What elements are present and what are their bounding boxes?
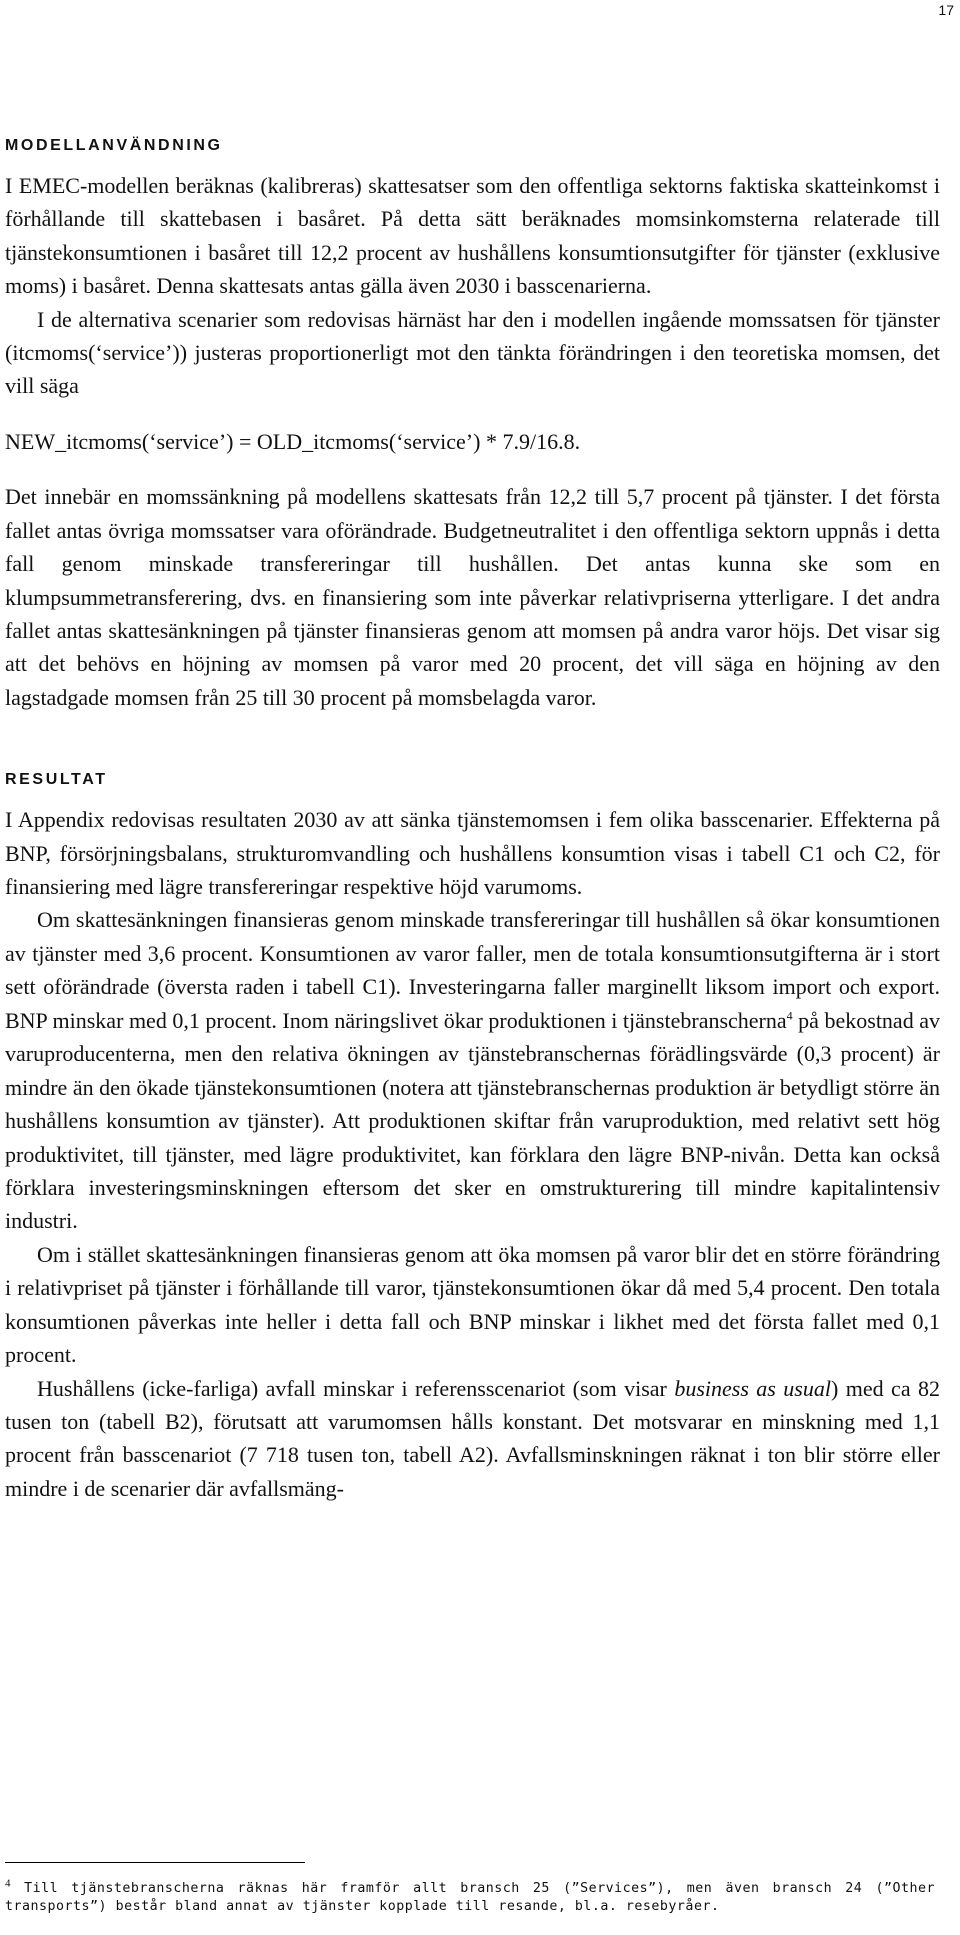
section-resultat — [5, 770, 940, 1505]
section-heading: MODELLANVÄNDNING — [5, 137, 223, 154]
paragraph-text: Om skattesänkningen finansieras genom minskade transfereringar till hushållen så ökar konsumtionen av tjänster med 3,6 procent. Konsumtionen av varor faller, men de totala konsumtionsutgifterna är i stort sett oförändrade (översta raden i tabell C1). Investeringarna faller marginellt liksom import och export. BNP minskar med 0,1 procent. Inom näringslivet ökar produktionen i tjänstebranscherna — [5, 907, 940, 1033]
paragraph-text: på bekostnad av varuproducenterna, men den relativa ökningen av tjänstebranschernas förädlingsvärde (0,3 procent) är mindre än den ökade tjänstekonsumtionen (notera att tjänstebranschernas produktion är betydligt större än hushållens konsumtion av tjänster). Att produktionen skiftar från varuproduktion, med relativt sett hög produktivitet, till tjänster, med lägre produktivitet, kan förklara den lägre BNP-nivån. Detta kan också förklara investeringsminskningen eftersom det sker en omstrukturering till mindre kapitalintensiv industri. — [5, 1007, 940, 1234]
paragraph: I EMEC-modellen beräknas (kalibreras) skattesatser som den offentliga sektorns faktiska skatteinkomst i förhållande till skattebasen i basåret. På detta sätt beräknades momsinkomsterna relaterade till tjänstekonsumtionen i basåret till 12,2 procent av hushållens konsumtionsutgifter för tjänster (exklusive moms) i basåret. Denna skattesats antas gälla även 2030 i basscenarierna. — [5, 172, 940, 299]
section-modellanvandning — [5, 136, 940, 714]
paragraph-text: Hushållens (icke-farliga) avfall minskar i referensscenariot (som visar — [37, 1375, 675, 1401]
paragraph: Det innebär en momssänkning på modellens skattesats från 12,2 till 5,7 procent på tjänster. I det första fallet antas övriga momssatser vara oförändrade. Budgetneutralitet i den offentliga sektorn uppnås i detta fall genom minskade transfereringar till hushållen. Det antas kunna ske som en klumpsummetransferering, dvs. en finansiering som inte påverkar relativpriserna ytterligare. I det andra fallet antas skattesänkningen på tjänster finansieras genom att momsen på andra varor höjs. Det visar sig att det behövs en höjning av momsen på varor med 20 procent, det vill säga en höjning av den lagstadgade momsen från 25 till 30 procent på momsbelagda varor. — [5, 484, 940, 710]
paragraph: I de alternativa scenarier som redovisas härnäst har den i modellen ingående momssatsen för tjänster (itcmoms(‘service’)) justeras proportionerligt mot den tänkta förändringen i den teoretiska momsen, det vill säga — [5, 306, 940, 399]
emphasis-text: business as usual — [674, 1375, 831, 1401]
paragraph — [5, 903, 940, 1237]
footnote — [5, 1877, 935, 1916]
page-number: 17 — [938, 2, 954, 18]
footnote-text: Till tjänstebranscherna räknas här framför allt bransch 25 (”Services”), men även bransch 24 (”Other transports”) består bland annat av tjänster kopplade till resande, bl.a. resebyråer. — [5, 1881, 935, 1914]
paragraph: I Appendix redovisas resultaten 2030 av att sänka tjänstemomsen i fem olika basscenarier. Effekterna på BNP, försörjningsbalans, strukturomvandling och hushållens konsumtion visas i tabell C1 och C2, för finansiering med lägre transfereringar respektive höjd varumoms. — [5, 807, 940, 900]
paragraph: Om i stället skattesänkningen finansieras genom att öka momsen på varor blir det en större förändring i relativpriset på tjänster i förhållande till varor, tjänstekonsumtionen ökar då med 5,4 procent. Den totala konsumtionen påverkas inte heller i detta fall och BNP minskar i likhet med det första fallet med 0,1 procent. — [5, 1241, 940, 1368]
formula: NEW_itcmoms(‘service’) = OLD_itcmoms(‘service’) * 7.9/16.8. — [5, 428, 581, 454]
page-body — [5, 136, 940, 1505]
footnote-reference: 4 — [786, 1008, 793, 1023]
footnote-number: 4 — [5, 1877, 11, 1890]
section-spacer — [5, 714, 940, 770]
paragraph — [5, 1372, 940, 1506]
section-heading: RESULTAT — [5, 771, 108, 789]
footnote-divider — [5, 1862, 305, 1863]
paragraph-text: ) med ca 82 tusen ton (tabell B2), förutsatt att varumomsen hålls konstant. Det motsvarar en minskning med 1,1 procent från basscenariot (7 718 tusen ton, tabell A2). Avfallsminskningen räknat i ton blir större eller mindre i de scenarier där avfallsmäng- — [5, 1375, 941, 1501]
